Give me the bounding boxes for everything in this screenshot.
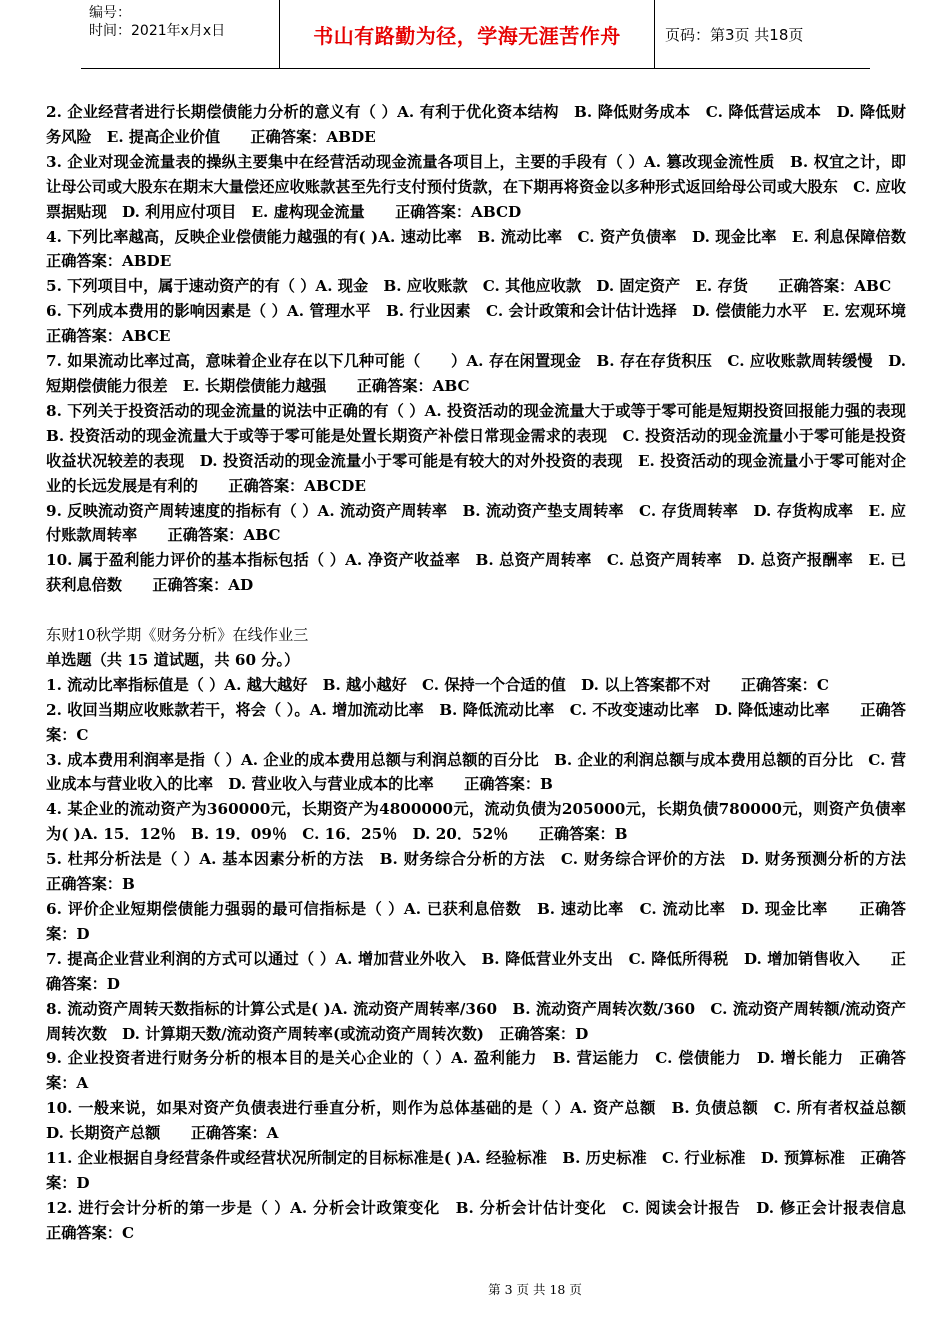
question-item: 6. 下列成本费用的影响因素是（ ）A. 管理水平 B. 行业因素 C. 会计政策和会计估计选择 D. 偿债能力水平 E. 宏观环境 正确答案：ABCE — [46, 302, 937, 346]
question-item: 5. 下列项目中，属于速动资产的有（ ）A. 现金 B. 应收账款 C. 其他应收款 D. 固定资产 E. 存货 正确答案：ABC — [46, 277, 892, 296]
question-item: 3. 企业对现金流量表的操纵主要集中在经营活动现金流量各项目上，主要的手段有（ ）A. 篡改现金流性质 B. 权宜之计，即让母公司或大股东在期末大量偿还应收账款甚至先行支付预付货款，在下期再将资金以多种形式返回给母公司或大股东 C. 应收票据贴现 D. 利用应付项目 E. 虚构现金流量 正确答案：ABCD — [46, 152, 906, 221]
question-item: 3. 成本费用利润率是指（ ）A. 企业的成本费用总额与利润总额的百分比 B. 企业的利润总额与成本费用总额的百分比 C. 营业成本与营业收入的比率 D. 营业收入与营业成本的比率 正确答案：B — [46, 750, 906, 794]
question-item: 4. 某企业的流动资产为360000元，长期资产为4800000元，流动负债为205000元，长期负债780000元，则资产负债率为( )A. 15．12％ B. 19．09％ C. 16．25％ D. 20．52％ 正确答案：B — [46, 800, 906, 844]
page-footer — [0, 1280, 950, 1298]
footer-page-number: 第 3 页 共 18 页 — [488, 1282, 582, 1297]
document-body — [46, 100, 937, 1246]
question-item: 8. 流动资产周转天数指标的计算公式是( )A. 流动资产周转率/360 B. 流动资产周转次数/360 C. 流动资产周转额/流动资产周转次数 D. 计算期天数/流动资产周转率(或流动资产周转次数) 正确答案：D — [46, 999, 906, 1043]
section-subtitle: 单选题（共 15 道试题，共 60 分。） — [46, 650, 300, 669]
question-item: 10. 一般来说，如果对资产负债表进行垂直分析，则作为总体基础的是（ ）A. 资产总额 B. 负债总额 C. 所有者权益总额 D. 长期资产总额 正确答案：A — [46, 1099, 922, 1143]
motto: 书山有路勤为径，学海无涯苦作舟 — [313, 23, 621, 48]
question-item: 10. 属于盈利能力评价的基本指标包括（ ）A. 净资产收益率 B. 总资产周转率 C. 总资产周转率 D. 总资产报酬率 E. 已获利息倍数 正确答案：AD — [46, 551, 906, 595]
header-motto-cell — [280, 0, 655, 68]
section-single-choice — [46, 623, 937, 1246]
page-label: 页码：第3页 共18页 — [665, 25, 804, 44]
page-header — [81, 0, 870, 69]
question-item: 6. 评价企业短期偿债能力强弱的最可信指标是（ ）A. 已获利息倍数 B. 速动比率 C. 流动比率 D. 现金比率 正确答案：D — [46, 899, 906, 943]
section-title: 东财10秋学期《财务分析》在线作业三 — [46, 626, 309, 645]
question-item: 8. 下列关于投资活动的现金流量的说法中正确的有（ ）A. 投资活动的现金流量大于或等于零可能是短期投资回报能力强的表现 B. 投资活动的现金流量大于或等于零可能是处置长期资产补偿日常现金需求的表现 C. 投资活动的现金流量小于零可能是投资收益状况较差的表现 D. 投资活动的现金流量小于零可能是有较大的对外投资的表现 E. 投资活动的现金流量小于零可能对企业的长远发展是有利的 正确答案：ABCDE — [46, 401, 922, 495]
header-page-cell — [655, 0, 870, 68]
number-label: 编号： — [89, 5, 131, 21]
question-item: 9. 反映流动资产周转速度的指标有（ ）A. 流动资产周转率 B. 流动资产垫支周转率 C. 存货周转率 D. 存货构成率 E. 应付账款周转率 正确答案：ABC — [46, 501, 906, 545]
question-item: 4. 下列比率越高，反映企业偿债能力越强的有( )A. 速动比率 B. 流动比率 C. 资产负债率 D. 现金比率 E. 利息保障倍数 正确答案：ABDE — [46, 227, 937, 271]
question-item: 7. 如果流动比率过高，意味着企业存在以下几种可能（ ）A. 存在闲置现金 B. 存在存货积压 C. 应收账款周转缓慢 D. 短期偿债能力很差 E. 长期偿债能力越强 正确答案：ABC — [46, 352, 906, 395]
question-item: 5. 杜邦分析法是（ ）A. 基本因素分析的方法 B. 财务综合分析的方法 C. 财务综合评价的方法 D. 财务预测分析的方法 正确答案：B — [46, 850, 937, 894]
time-label: 时间：2021年x月x日 — [89, 23, 226, 39]
blank-line — [46, 598, 906, 623]
question-item: 9. 企业投资者进行财务分析的根本目的是关心企业的（ ）A. 盈利能力 B. 营运能力 C. 偿债能力 D. 增长能力 正确答案：A — [46, 1049, 906, 1093]
question-item: 12. 进行会计分析的第一步是（ ）A. 分析会计政策变化 B. 分析会计估计变化 C. 阅读会计报告 D. 修正会计报表信息 正确答案：C — [46, 1198, 937, 1242]
question-item: 2. 企业经营者进行长期偿债能力分析的意义有（ ）A. 有利于优化资本结构 B. 降低财务成本 C. 降低营运成本 D. 降低财务风险 E. 提高企业价值 正确答案：ABDE — [46, 103, 906, 146]
header-meta — [81, 0, 280, 68]
section-multiple-choice — [46, 100, 937, 598]
question-item: 2. 收回当期应收账款若干，将会（ ）。A. 增加流动比率 B. 降低流动比率 C. 不改变速动比率 D. 降低速动比率 正确答案：C — [46, 700, 906, 744]
question-item: 11. 企业根据自身经营条件或经营状况所制定的目标标准是( )A. 经验标准 B. 历史标准 C. 行业标准 D. 预算标准 正确答案：D — [46, 1149, 906, 1192]
question-item: 1. 流动比率指标值是（ ）A. 越大越好 B. 越小越好 C. 保持一个合适的值 D. 以上答案都不对 正确答案：C — [46, 675, 829, 694]
question-item: 7. 提高企业营业利润的方式可以通过（ ）A. 增加营业外收入 B. 降低营业外支出 C. 降低所得税 D. 增加销售收入 正确答案：D — [46, 949, 906, 993]
